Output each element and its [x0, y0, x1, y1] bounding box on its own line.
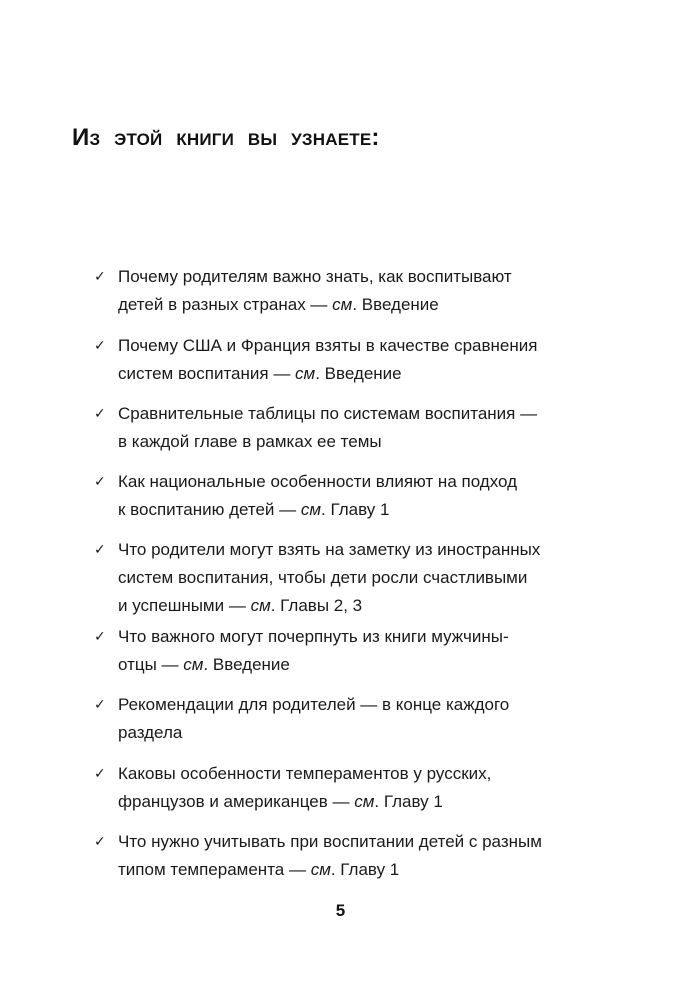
- list-item-line: [118, 651, 574, 679]
- list-item: [94, 828, 574, 884]
- list-item-line-text: детей в разных странах —: [118, 295, 333, 314]
- list-item-line: [118, 788, 574, 816]
- list-item-text: [118, 332, 574, 388]
- list-item-line-text: отцы —: [118, 655, 184, 674]
- reference-abbreviation: см: [183, 655, 204, 674]
- list-item-line-text: французов и американцев —: [118, 792, 355, 811]
- list-item: [94, 691, 574, 747]
- list-item-text: [118, 828, 574, 884]
- list-item-line-text: типом темперамента —: [118, 860, 311, 879]
- checkmark-icon: ✓: [94, 697, 106, 713]
- reference-abbreviation: см: [354, 792, 375, 811]
- list-item-line: Что родители могут взять на заметку из иностранных: [118, 540, 541, 559]
- list-item-line: Сравнительные таблицы по системам воспитания —: [118, 404, 538, 423]
- list-item-line: Что нужно учитывать при воспитании детей с разным: [118, 832, 542, 851]
- reference-abbreviation: см: [250, 596, 271, 615]
- checkmark-icon: ✓: [94, 269, 106, 285]
- list-item: [94, 760, 574, 816]
- list-item-text: [118, 760, 574, 816]
- list-item: [94, 536, 574, 620]
- list-item-line-text: и успешными —: [118, 596, 251, 615]
- list-item-line: [118, 496, 574, 524]
- reference-target: . Главу 1: [321, 500, 390, 519]
- reference-abbreviation: см: [295, 364, 316, 383]
- list-item-text: [118, 691, 574, 747]
- list-item-line: Как национальные особенности влияют на подход: [118, 472, 518, 491]
- list-item-line: Рекомендации для родителей — в конце каждого: [118, 695, 510, 714]
- checkmark-icon: ✓: [94, 406, 106, 422]
- reference-target: . Главу 1: [330, 860, 400, 879]
- list-item-line: [118, 856, 574, 884]
- list-item-line-text: к воспитанию детей —: [118, 500, 301, 519]
- list-item-line-text: раздела: [118, 723, 183, 742]
- reference-target: . Главу 1: [374, 792, 443, 811]
- checkmark-icon: ✓: [94, 834, 106, 850]
- checkmark-icon: ✓: [94, 542, 106, 558]
- list-item-line: [118, 428, 574, 456]
- reference-target: . Введение: [315, 364, 402, 383]
- page-number: 5: [335, 901, 346, 920]
- list-item-line-text: систем воспитания —: [118, 364, 296, 383]
- list-item-line: Что важного могут почерпнуть из книги мужчины-: [118, 627, 509, 646]
- reference-abbreviation: см: [332, 295, 353, 314]
- list-item-text: [118, 468, 574, 524]
- list-item-text: [118, 623, 574, 679]
- list-item-line: Почему родителям важно знать, как воспитывают: [118, 267, 512, 286]
- list-item: [94, 468, 574, 524]
- reference-target: . Главы 2, 3: [270, 596, 363, 615]
- reference-abbreviation: см: [310, 860, 331, 879]
- list-item-line: Почему США и Франция взяты в качестве сравнения: [118, 336, 538, 355]
- list-item-line: [118, 291, 574, 319]
- list-item: [94, 263, 574, 319]
- checkmark-icon: ✓: [94, 338, 106, 354]
- list-item-line: Каковы особенности темпераментов у русских,: [118, 764, 492, 783]
- reference-abbreviation: см: [300, 500, 322, 519]
- reference-target: . Введение: [203, 655, 290, 674]
- checkmark-icon: ✓: [94, 474, 106, 490]
- reference-target: . Введение: [352, 295, 439, 314]
- checkmark-icon: ✓: [94, 629, 106, 645]
- list-item-line-text: в каждой главе в рамках ее темы: [118, 432, 382, 451]
- list-item-line: [118, 719, 574, 747]
- page-title: Из этой книги вы узнаете:: [72, 124, 380, 151]
- list-item-line: систем воспитания, чтобы дети росли счастливыми: [118, 568, 528, 587]
- checkmark-icon: ✓: [94, 766, 106, 782]
- list-item-text: [118, 263, 574, 319]
- list-item-text: [118, 400, 574, 456]
- list-item-text: [118, 536, 574, 620]
- list-item: [94, 623, 574, 679]
- list-item: [94, 332, 574, 388]
- list-item-line: [118, 360, 574, 388]
- list-item: [94, 400, 574, 456]
- list-item-line: [118, 592, 574, 620]
